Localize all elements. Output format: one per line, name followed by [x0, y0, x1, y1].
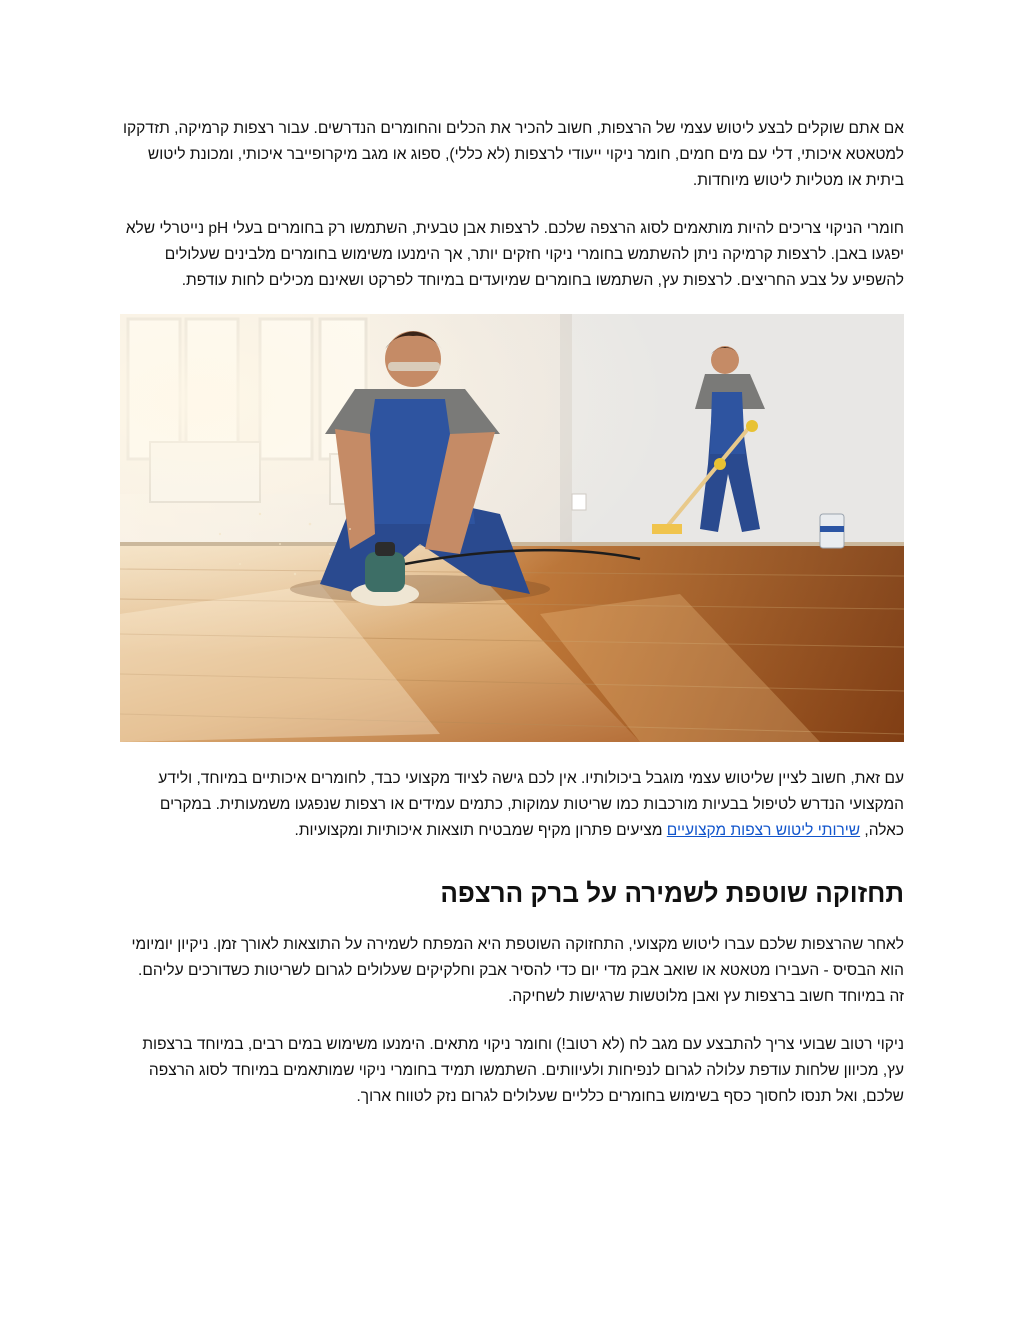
- floor-polishing-photo: [120, 314, 904, 742]
- paragraph-professional-services-text-after: מציעים פתרון מקיף שמבטיח תוצאות איכותיות ומקצועיות.: [294, 822, 667, 839]
- paragraph-professional-services: [120, 766, 904, 844]
- paragraph-tools: אם אתם שוקלים לבצע ליטוש עצמי של הרצפות, חשוב להכיר את הכלים והחומרים הנדרשים. עבור רצפות קרמיקה, תזדקקו למטאטא איכותי, דלי עם מים חמים, חומר ניקוי ייעודי לרצפות (לא כללי), ספוג או מגב מיקרופייבר איכותי, ומכונת ליטוש ביתית או מטליות ליטוש מיוחדות.: [122, 120, 904, 189]
- paragraph-daily-maintenance: לאחר שהרצפות שלכם עברו ליטוש מקצועי, התחזוקה השוטפת היא המפתח לשמירה על התוצאות לאורך זמן. ניקיון יומיומי הוא הבסיס - העבירו מטאטא או שואב אבק מדי יום כדי להסיר אבק וחלקיקים שעלולים לגרום לשריטות כשדורכים עליהם. זה במיוחד חשוב ברצפות עץ ואבן מלוטשות שרגישות לשחיקה.: [131, 936, 904, 1005]
- paragraph-professional-services-text-before: עם זאת, חשוב לציין שליטוש עצמי מוגבל ביכולותיו. אין לכם גישה לציוד מקצועי כבד, לחומרים איכותיים במיוחד, ולידע המקצועי הנדרש לטיפול בבעיות מורכבות כמו שריטות עמוקות, כתמים עמידים או רצפות שנפגעו משמעותית. במקרים כאלה,: [158, 770, 904, 839]
- paragraph-weekly-cleaning: ניקוי רטוב שבועי צריך להתבצע עם מגב לח (לא רטוב!) וחומר ניקוי מתאים. הימנעו משימוש במים רבים, במיוחד ברצפות עץ, מכיוון שלחות עודפת עלולה לגרום לנפיחות ולעיוותים. השתמשו תמיד בחומרי ניקוי שמותאמים במיוחד לסוג הרצפה שלכם, ואל תנסו לחסוך כסף בשימוש בחומרים כלליים שעלולים לגרום נזק לטווח ארוך.: [142, 1036, 904, 1105]
- paragraph-cleaning-materials: חומרי הניקוי צריכים להיות מותאמים לסוג הרצפה שלכם. לרצפות אבן טבעית, השתמשו רק בחומרים בעלי pH נייטרלי שלא יפגעו באבן. לרצפות קרמיקה ניתן להשתמש בחומרי ניקוי חזקים יותר, אך הימנעו משימוש בחומרים מלבינים שעלולים להשפיע על צבע החריצים. לרצפות עץ, השתמשו בחומרים שמיועדים במיוחד לפרקט ושאינם מכילים לחות עודפת.: [125, 220, 904, 289]
- article-body: [120, 116, 904, 1110]
- section-heading-maintenance: תחזוקה שוטפת לשמירה על ברק הרצפה: [440, 878, 904, 908]
- professional-polishing-services-link[interactable]: שירותי ליטוש רצפות מקצועיים: [666, 822, 861, 839]
